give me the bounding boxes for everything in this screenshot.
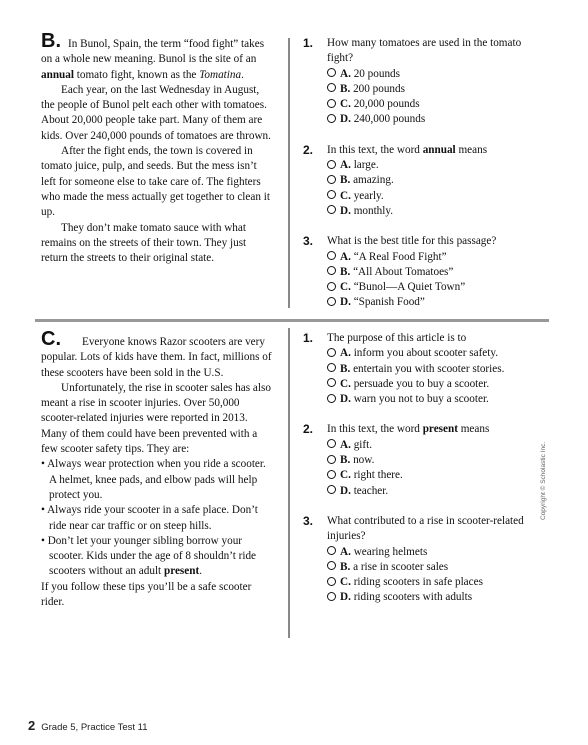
answer-option-c[interactable]: C. persuade you to buy a scooter.	[327, 377, 543, 392]
radio-bubble-icon[interactable]	[327, 577, 336, 586]
question-stem: How many tomatoes are used in the tomato fight?	[327, 37, 522, 65]
answer-option-c[interactable]: C. “Bunol—A Quiet Town”	[327, 280, 543, 295]
safety-tip-1: • Always wear protection when you ride a scooter. A helmet, knee pads, and elbow pads will help protect you.	[41, 458, 266, 501]
radio-bubble-icon[interactable]	[327, 546, 336, 555]
question-number: 1.	[303, 36, 314, 50]
radio-bubble-icon[interactable]	[327, 485, 336, 494]
answer-option-a[interactable]: A. large.	[327, 158, 543, 173]
question-c-1	[303, 331, 543, 407]
answer-option-d[interactable]: D. warn you not to buy a scooter.	[327, 392, 543, 407]
question-c-3	[303, 514, 543, 606]
answer-option-c[interactable]: C. yearly.	[327, 189, 543, 204]
radio-bubble-icon[interactable]	[327, 205, 336, 214]
passage-c-paragraph-2: Unfortunately, the rise in scooter sales has also meant a rise in scooter injuries. Over 50,000 scooter-related injuries were reported in 2013. Many of them could have been prevented with a few scooter safety tips. They are:	[41, 381, 271, 456]
section-b-letter: B.	[41, 30, 61, 52]
question-stem: In this text, the word present means	[327, 423, 490, 436]
radio-bubble-icon[interactable]	[327, 470, 336, 479]
radio-bubble-icon[interactable]	[327, 363, 336, 372]
passage-b-paragraph-2: Each year, on the last Wednesday in August, the people of Bunol pelt each other with tomatoes. About 20,000 people take part. Many of them are kids. Over 240,000 pounds of tomatoes are thrown.	[41, 83, 271, 142]
answer-option-a[interactable]: A. wearing helmets	[327, 545, 543, 560]
answer-option-a[interactable]: A. gift.	[327, 438, 543, 453]
column-divider-c	[288, 328, 290, 638]
radio-bubble-icon[interactable]	[327, 282, 336, 291]
radio-bubble-icon[interactable]	[327, 83, 336, 92]
question-b-2	[303, 143, 543, 219]
answer-option-b[interactable]: B. a rise in scooter sales	[327, 560, 543, 575]
radio-bubble-icon[interactable]	[327, 394, 336, 403]
questions-b	[303, 36, 543, 326]
answer-option-a[interactable]: A. “A Real Food Fight”	[327, 250, 543, 265]
answer-option-d[interactable]: D. 240,000 pounds	[327, 112, 543, 127]
radio-bubble-icon[interactable]	[327, 561, 336, 570]
answer-option-b[interactable]: B. amazing.	[327, 173, 543, 188]
answer-option-c[interactable]: C. riding scooters in safe places	[327, 575, 543, 590]
answer-option-a[interactable]: A. 20 pounds	[327, 67, 543, 82]
passage-c	[41, 328, 273, 610]
passage-b-paragraph-1: B. In Bunol, Spain, the term “food fight” takes on a whole new meaning. Bunol is the site of an annual tomato fight, known as the Tomatina.	[41, 30, 265, 81]
question-stem: What is the best title for this passage?	[327, 235, 497, 248]
radio-bubble-icon[interactable]	[327, 114, 336, 123]
page-number: 2	[28, 718, 36, 733]
passage-c-paragraph-1: C. Everyone knows Razor scooters are very popular. Lots of kids have them. In fact, millions of these scooters have been sold in the U.S.	[41, 328, 272, 379]
answer-option-d[interactable]: D. “Spanish Food”	[327, 295, 543, 310]
column-divider-b	[288, 38, 290, 308]
radio-bubble-icon[interactable]	[327, 251, 336, 260]
answer-option-a[interactable]: A. inform you about scooter safety.	[327, 346, 543, 361]
answer-option-b[interactable]: B. now.	[327, 453, 543, 468]
answer-option-d[interactable]: D. riding scooters with adults	[327, 590, 543, 605]
question-stem: The purpose of this article is to	[327, 332, 467, 344]
radio-bubble-icon[interactable]	[327, 175, 336, 184]
answer-option-d[interactable]: D. monthly.	[327, 204, 543, 219]
passage-b-paragraph-3: After the fight ends, the town is covered in tomato juice, pulp, and seeds. But the mess isn’t left for someone else to take care of. The fighters who made the mess actually get together to clean it up.	[41, 145, 270, 219]
section-c-letter: C.	[41, 328, 61, 350]
passage-b	[41, 30, 273, 266]
passage-c-closing: If you follow these tips you’ll be a safe scooter rider.	[41, 580, 252, 609]
passage-b-paragraph-4: They don’t make tomato sauce with what remains on the streets of their town. They just return the streets to their original state.	[41, 221, 247, 265]
answer-option-b[interactable]: B. 200 pounds	[327, 82, 543, 97]
answer-option-c[interactable]: C. right there.	[327, 468, 543, 483]
answer-option-c[interactable]: C. 20,000 pounds	[327, 97, 543, 112]
section-divider	[35, 319, 549, 322]
radio-bubble-icon[interactable]	[327, 266, 336, 275]
question-b-1	[303, 36, 543, 128]
question-stem: What contributed to a rise in scooter-related injuries?	[327, 514, 524, 543]
safety-tip-3: • Don’t let your younger sibling borrow your scooter. Kids under the age of 8 shouldn’t ride scooters without an adult present.	[41, 534, 257, 578]
answer-option-b[interactable]: B. “All About Tomatoes”	[327, 265, 543, 280]
question-number: 3.	[303, 234, 314, 249]
question-number: 2.	[303, 422, 314, 437]
answer-option-d[interactable]: D. teacher.	[327, 484, 543, 499]
question-c-2	[303, 422, 543, 498]
question-number: 1.	[303, 331, 314, 345]
radio-bubble-icon[interactable]	[327, 348, 336, 357]
page-footer	[28, 718, 148, 733]
questions-c	[303, 331, 543, 621]
radio-bubble-icon[interactable]	[327, 455, 336, 464]
radio-bubble-icon[interactable]	[327, 99, 336, 108]
question-number: 2.	[303, 142, 314, 157]
radio-bubble-icon[interactable]	[327, 68, 336, 77]
radio-bubble-icon[interactable]	[327, 190, 336, 199]
radio-bubble-icon[interactable]	[327, 297, 336, 306]
answer-option-b[interactable]: B. entertain you with scooter stories.	[327, 362, 543, 377]
question-b-3	[303, 234, 543, 310]
safety-tip-2: • Always ride your scooter in a safe place. Don’t ride near car traffic or on steep hills.	[41, 504, 258, 532]
question-stem: In this text, the word annual means	[327, 143, 488, 156]
footer-text: Grade 5, Practice Test 11	[41, 722, 148, 733]
radio-bubble-icon[interactable]	[327, 160, 336, 169]
radio-bubble-icon[interactable]	[327, 439, 336, 448]
copyright-notice: Copyright © Scholastic Inc.	[540, 441, 547, 520]
question-number: 3.	[303, 513, 314, 528]
radio-bubble-icon[interactable]	[327, 378, 336, 387]
radio-bubble-icon[interactable]	[327, 592, 336, 601]
